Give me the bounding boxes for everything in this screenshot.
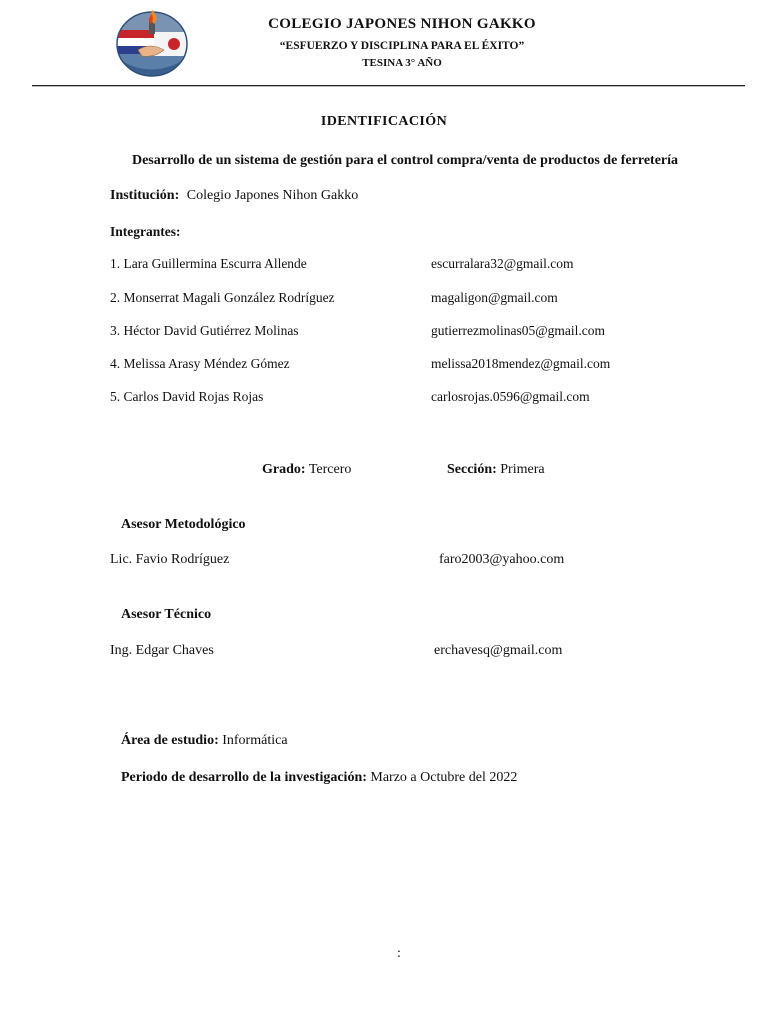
member-email: escurralara32@gmail.com bbox=[431, 256, 574, 271]
institution-value: Colegio Japones Nihon Gakko bbox=[186, 188, 359, 203]
section-label: Sección: bbox=[447, 462, 497, 477]
member-email: gutierrezmolinas05@gmail.com bbox=[431, 323, 606, 338]
period-value: Marzo a Octubre del 2022 bbox=[370, 770, 518, 785]
study-area-label: Área de estudio: bbox=[121, 733, 219, 748]
member-name: 5. Carlos David Rojas Rojas bbox=[110, 389, 264, 404]
school-logo bbox=[114, 8, 190, 78]
footer-mark: : bbox=[397, 946, 401, 961]
study-area-row bbox=[121, 733, 288, 749]
project-title: Desarrollo de un sistema de gestión para el control compra/venta de productos de ferretería bbox=[131, 153, 679, 168]
member-name: 1. Lara Guillermina Escurra Allende bbox=[110, 256, 307, 271]
period-row bbox=[121, 770, 517, 786]
technical-advisor-label: Asesor Técnico bbox=[121, 607, 212, 622]
members-label: Integrantes: bbox=[110, 224, 181, 239]
institution-label: Institución: bbox=[110, 188, 180, 203]
study-area-value: Informática bbox=[222, 733, 288, 748]
school-motto: “ESFUERZO Y DISCIPLINA PARA EL ÉXITO” bbox=[279, 40, 525, 52]
tesina-label: TESINA 3° AÑO bbox=[362, 57, 442, 69]
member-name: 3. Héctor David Gutiérrez Molinas bbox=[110, 323, 299, 338]
member-name: 4. Melissa Arasy Méndez Gómez bbox=[110, 356, 290, 371]
member-email: magaligon@gmail.com bbox=[431, 290, 558, 305]
section-row bbox=[447, 462, 545, 478]
technical-advisor-email: erchavesq@gmail.com bbox=[434, 643, 563, 658]
member-email: carlosrojas.0596@gmail.com bbox=[431, 389, 590, 404]
technical-advisor-name: Ing. Edgar Chaves bbox=[110, 643, 214, 658]
section-title: IDENTIFICACIÓN bbox=[320, 114, 448, 129]
methodological-advisor-email: faro2003@yahoo.com bbox=[439, 552, 565, 567]
methodological-advisor-name: Lic. Favio Rodríguez bbox=[110, 552, 230, 567]
header-divider bbox=[32, 85, 745, 86]
institution-row bbox=[110, 188, 358, 204]
grade-row bbox=[262, 462, 351, 478]
section-value: Primera bbox=[500, 462, 545, 477]
period-label: Periodo de desarrollo de la investigación: bbox=[121, 770, 367, 785]
grade-value: Tercero bbox=[308, 462, 352, 477]
methodological-advisor-label: Asesor Metodológico bbox=[121, 517, 246, 532]
grade-label: Grado: bbox=[262, 462, 306, 477]
school-name: COLEGIO JAPONES NIHON GAKKO bbox=[268, 16, 536, 32]
member-name: 2. Monserrat Magali González Rodríguez bbox=[110, 290, 335, 305]
member-email: melissa2018mendez@gmail.com bbox=[431, 356, 611, 371]
